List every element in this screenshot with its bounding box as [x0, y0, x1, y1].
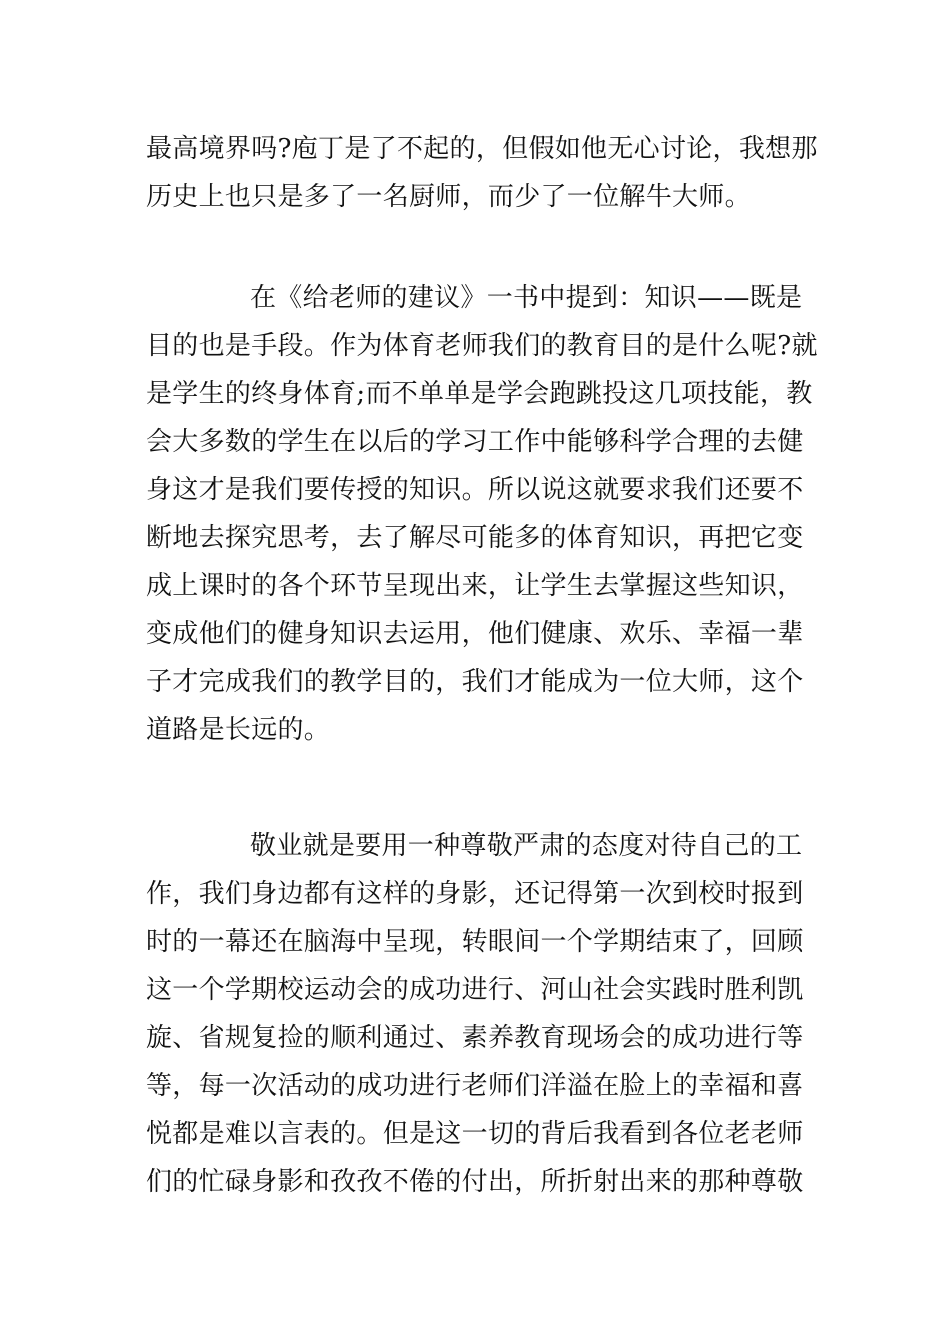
text-line: 历史上也只是多了一名厨师，而少了一位解牛大师。: [146, 182, 751, 212]
text-line: 断地去探究思考，去了解尽可能多的体育知识，再把它变: [146, 523, 804, 553]
text-line: 悦都是难以言表的。但是这一切的背后我看到各位老老师: [146, 1119, 804, 1149]
text-line: 作，我们身边都有这样的身影，还记得第一次到校时报到: [146, 879, 804, 909]
text-line: 在《给老师的建议》一书中提到：知识——既是: [250, 283, 803, 313]
text-line: 等，每一次活动的成功进行老师们洋溢在脸上的幸福和喜: [146, 1071, 804, 1101]
text-line: 旋、省规复捡的顺利通过、素养教育现场会的成功进行等: [146, 1023, 804, 1053]
text-line: 会大多数的学生在以后的学习工作中能够科学合理的去健: [146, 427, 804, 457]
text-line: 这一个学期校运动会的成功进行、河山社会实践时胜利凯: [146, 975, 804, 1005]
text-line: 变成他们的健身知识去运用，他们健康、欢乐、幸福一辈: [146, 619, 804, 649]
text-line: 成上课时的各个环节呈现出来，让学生去掌握这些知识，: [146, 571, 804, 601]
text-line: 目的也是手段。作为体育老师我们的教育目的是什么呢?就: [146, 331, 818, 361]
text-line: 身这才是我们要传授的知识。所以说这就要求我们还要不: [146, 475, 804, 505]
paragraph-1: [146, 125, 818, 221]
text-line: 时的一幕还在脑海中呈现，转眼间一个学期结束了，回顾: [146, 927, 804, 957]
text-line: 敬业就是要用一种尊敬严肃的态度对待自己的工: [250, 831, 803, 861]
text-line: 子才完成我们的教学目的，我们才能成为一位大师，这个: [146, 667, 804, 697]
text-line: 们的忙碌身影和孜孜不倦的付出，所折射出来的那种尊敬: [146, 1167, 804, 1197]
text-line: 最高境界吗?庖丁是了不起的，但假如他无心讨论，我想那: [146, 134, 818, 164]
paragraph-2: [146, 274, 818, 754]
paragraph-3: [146, 822, 806, 1206]
text-line: 是学生的终身体育;而不单单是学会跑跳投这几项技能，教: [146, 379, 813, 409]
text-line: 道路是长远的。: [146, 715, 331, 745]
